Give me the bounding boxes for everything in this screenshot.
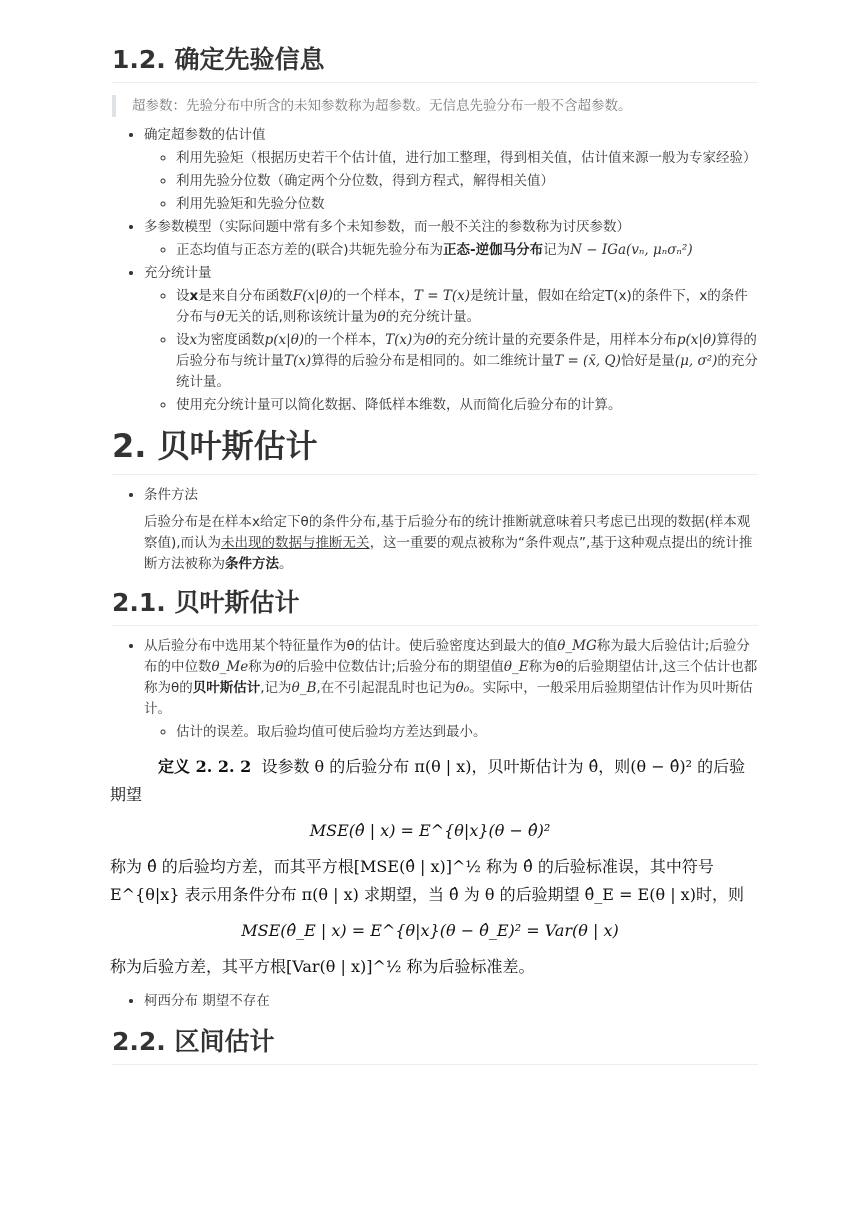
sublist-suff bbox=[144, 286, 758, 416]
math-expression: θ bbox=[216, 309, 225, 325]
underlined-text: 未出现的数据与推断无关 bbox=[221, 535, 370, 551]
text: 设 bbox=[176, 332, 190, 348]
text: ，这一重要的观点被称为“条件观点”,基于这种观点提出的统计推断方法被称为 bbox=[144, 535, 753, 572]
text: 的充分统计量。 bbox=[385, 309, 481, 325]
math-expression: (μ, σ²) bbox=[674, 353, 718, 369]
math-expression: θ_MG bbox=[557, 638, 597, 654]
text: 为 bbox=[412, 332, 426, 348]
text: 是来自分布函数 bbox=[198, 288, 293, 304]
sublist-item: ◦ 利用先验分位数（确定两个分位数，得到方程式，解得相关值） bbox=[176, 171, 758, 192]
sublist-item: ◦ 估计的误差。取后验均值可使后验均方差达到最小。 bbox=[176, 722, 758, 743]
sublist-error bbox=[144, 722, 758, 743]
list-item-label: 充分统计量 bbox=[144, 265, 212, 281]
text: 设 bbox=[176, 288, 190, 304]
sublist-hyper bbox=[144, 148, 758, 215]
math-expression: θ_B bbox=[291, 680, 317, 696]
equation-mse-e: MSE(θ̂_E | x) = E^{θ|x}(θ − θ̂_E)² = Var(θ | x) bbox=[241, 921, 619, 940]
section-heading-2: 2. 贝叶斯估计 bbox=[112, 420, 758, 475]
text: 恰好是量 bbox=[620, 353, 675, 369]
list-1-2 bbox=[112, 125, 758, 416]
math-expression: T(x) bbox=[284, 353, 312, 369]
sublist-item: ◦ 使用充分统计量可以简化数据、降低样本维数，从而简化后验分布的计算。 bbox=[176, 395, 758, 416]
math-expression: θ_E bbox=[503, 659, 529, 675]
text: 的充分统计量。 bbox=[176, 353, 758, 390]
list-2-1 bbox=[112, 636, 758, 743]
text: 记为 bbox=[543, 242, 571, 258]
text: 的后验中位数估计;后验分布的期望值 bbox=[283, 659, 504, 675]
text: 为密度函数 bbox=[197, 332, 265, 348]
math-expression: θ₀ bbox=[455, 680, 470, 696]
list-item-suff bbox=[144, 263, 758, 416]
text: 称为最大后验估计;后验分布的中位数 bbox=[144, 638, 750, 675]
sublist-item: ◦ 利用先验矩和先验分位数 bbox=[176, 194, 758, 215]
paragraph-condition-method bbox=[144, 512, 758, 575]
math-expression: θ bbox=[377, 309, 386, 325]
definition-line: 称为后验方差，其平方根[Var(θ | x)]^½ 称为后验标准差。 bbox=[110, 957, 535, 976]
math-expression: θ bbox=[425, 332, 434, 348]
math-expression: θ bbox=[275, 659, 284, 675]
section-heading-1-2: 1.2. 确定先验信息 bbox=[112, 38, 758, 83]
text: 算得的后验分布与统计量 bbox=[176, 332, 757, 369]
list-item-hyper bbox=[144, 125, 758, 215]
definition-line: 期望 bbox=[110, 785, 143, 804]
text: 正态均值与正态方差的(联合)共轭先验分布为 bbox=[176, 242, 444, 258]
text: 后验分布是在样本x给定下θ的条件分布,基于后验分布的统计推断就意味着只考虑已出现的数据(样本观察值),而认为 bbox=[144, 514, 751, 551]
document-content bbox=[112, 0, 758, 1065]
definition-line: 称为 θ̂ 的后验均方差，而其平方根[MSE(θ̂ | x)]^½ 称为 θ̂ 的后验标准误，其中符号 bbox=[110, 857, 714, 876]
math-expression: p(x|θ) bbox=[676, 332, 717, 348]
definition-scan-image bbox=[110, 753, 750, 981]
math-expression: F(x|θ) bbox=[292, 288, 333, 304]
text: 。实际中，一般采用后验期望估计作为贝叶斯估计。 bbox=[144, 680, 753, 717]
text: 是统计量，假如在给定T(x)的条件下，x的条件分布与 bbox=[176, 288, 748, 325]
sublist-item bbox=[176, 286, 758, 328]
definition-line: E^{θ|x} 表示用条件分布 π(θ | x) 求期望，当 θ̂ 为 θ 的后验期望 θ̂_E = E(θ | x)时，则 bbox=[110, 885, 744, 904]
text: ,记为 bbox=[260, 680, 292, 696]
bold-term: x bbox=[189, 288, 199, 304]
section-heading-2-1: 2.1. 贝叶斯估计 bbox=[112, 581, 758, 626]
text: 从后验分布中选用某个特征量作为θ的估计。使后验密度达到最大的值 bbox=[144, 638, 558, 654]
list-2 bbox=[112, 485, 758, 575]
list-2-1-b bbox=[112, 991, 758, 1012]
list-item-label: 多参数模型（实际问题中常有多个未知参数，而一般不关注的参数称为讨厌参数） bbox=[144, 219, 630, 235]
definition-heading: 定义 2. 2. 2 bbox=[158, 757, 252, 776]
sublist-item bbox=[176, 330, 758, 393]
equation-mse: MSE(θ̂ | x) = E^{θ|x}(θ − θ̂)² bbox=[309, 821, 551, 840]
math-expression: N − IGa(vₙ, μₙσₙ²) bbox=[570, 242, 693, 258]
list-item-label: 条件方法 bbox=[144, 487, 198, 503]
text: 称为θ的后验期望估计,这三个估计也都称为θ的 bbox=[144, 659, 758, 696]
list-item-condition bbox=[144, 485, 758, 575]
blockquote-hyperparameter: 超参数：先验分布中所含的未知参数称为超参数。无信息先验分布一般不含超参数。 bbox=[112, 95, 758, 117]
list-item-multi bbox=[144, 217, 758, 261]
bold-term: 正态-逆伽马分布 bbox=[443, 242, 544, 258]
sublist-item bbox=[176, 240, 758, 261]
text: 无关的话,则称该统计量为 bbox=[224, 309, 378, 325]
text: 。 bbox=[279, 556, 293, 572]
text: 的充分统计量的充要条件是，用样本分布 bbox=[433, 332, 677, 348]
sublist-item: ◦ 利用先验矩（根据历史若干个估计值，进行加工整理，得到相关值，估计值来源一般为专家经验） bbox=[176, 148, 758, 169]
math-expression: x bbox=[189, 332, 198, 348]
text: ,在不引起混乱时也记为 bbox=[316, 680, 456, 696]
list-item-cauchy: • 柯西分布 期望不存在 bbox=[144, 991, 758, 1012]
math-expression: T(x) bbox=[385, 332, 413, 348]
definition-line bbox=[110, 753, 750, 781]
math-expression: T = (x̄, Q) bbox=[554, 353, 621, 369]
bold-term: 条件方法 bbox=[225, 556, 279, 572]
sublist-multi bbox=[144, 240, 758, 261]
math-expression: T = T(x) bbox=[413, 288, 470, 304]
text: 称为 bbox=[248, 659, 276, 675]
math-expression: θ_Me bbox=[211, 659, 249, 675]
list-item-label: 确定超参数的估计值 bbox=[144, 127, 266, 143]
text: 设参数 θ 的后验分布 π(θ | x)，贝叶斯估计为 θ̂，则(θ − θ̂)² 的后验 bbox=[261, 757, 746, 776]
text: 算得的后验分布是相同的。如二维统计量 bbox=[311, 353, 555, 369]
text: 的一个样本， bbox=[304, 332, 386, 348]
bold-term: 贝叶斯估计 bbox=[192, 680, 261, 696]
math-expression: p(x|θ) bbox=[264, 332, 305, 348]
text: 的一个样本， bbox=[332, 288, 414, 304]
section-heading-2-2: 2.2. 区间估计 bbox=[112, 1020, 758, 1065]
list-item-bayes-estimate bbox=[144, 636, 758, 743]
